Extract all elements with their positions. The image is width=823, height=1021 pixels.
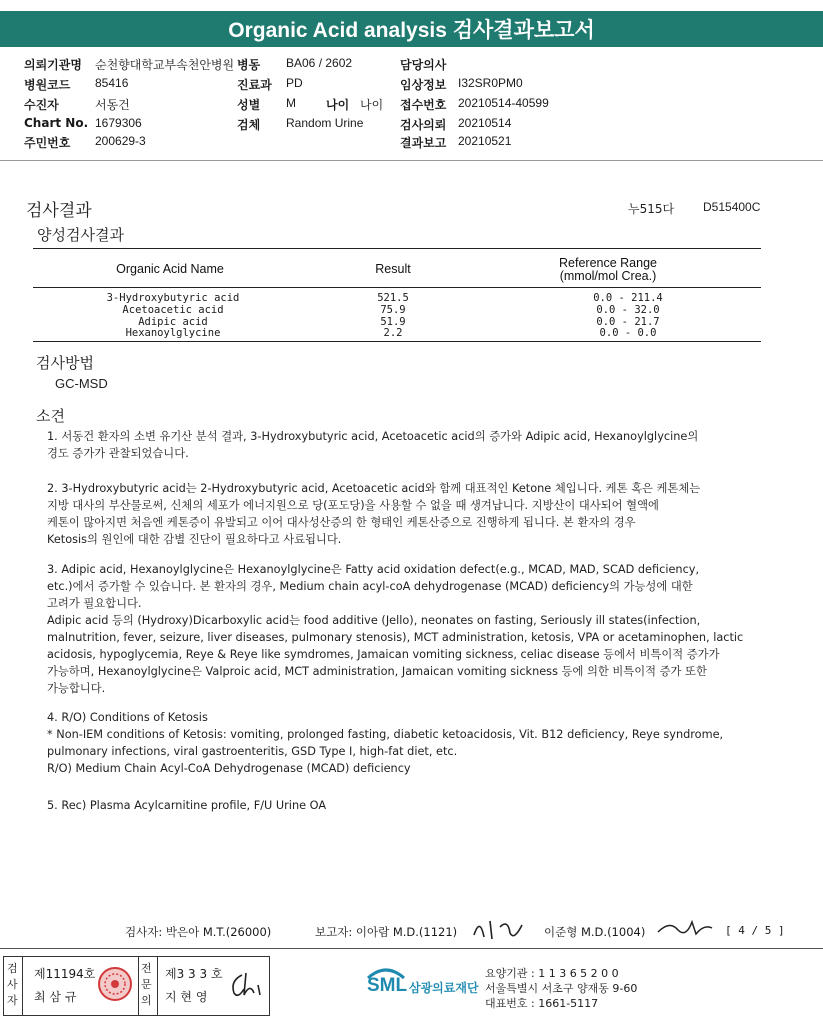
col-header-range: Reference Range [559, 256, 657, 270]
table-bottom-rule [33, 341, 761, 342]
sex-label: 성별 [237, 98, 261, 112]
row-name: Acetoacetic acid [122, 304, 224, 316]
hospital-code-value: 85416 [95, 76, 129, 90]
reporter-name: 보고자: 이아람 M.D.(1121) [315, 925, 458, 939]
row-result: 521.5 [377, 292, 409, 304]
footer-divider [0, 948, 823, 949]
col-header-name: Organic Acid Name [116, 262, 224, 276]
row-name: 3-Hydroxybutyric acid [106, 292, 240, 304]
col-header-result: Result [375, 262, 411, 276]
row-result: 75.9 [380, 304, 406, 316]
chart-no-label: Chart No. [24, 116, 89, 130]
hospital-code-label: 병원코드 [24, 78, 71, 92]
row-name: Adipic acid [138, 316, 208, 328]
clinical-info-label: 임상정보 [400, 78, 447, 92]
sex-value: M [286, 96, 296, 110]
hospital-label: 의뢰기관명 [24, 58, 82, 72]
report-title: Organic Acid analysis 검사결과보고서 [0, 11, 823, 47]
doctor-label: 담당의사 [400, 58, 447, 72]
clinical-info-value: I32SR0PM0 [458, 76, 523, 90]
stamp2-label: 전문의 [141, 962, 152, 1007]
row-result: 51.9 [380, 316, 406, 328]
request-date-label: 검사의뢰 [400, 118, 447, 132]
age-value: 나이 [360, 98, 384, 112]
reporter-signature [470, 915, 530, 943]
finding-4: 4. R/O) Conditions of Ketosis * Non-IEM conditions of Ketosis: vomiting, prolonged fasting, diabetic ketoacidosis, Vit. B12 deficiency, Reye syndrome, pulmonary infections, viral gastroenteritis, GSD Type I, high-fat diet, etc. R/O) Medium Chain Acyl-CoA Dehydrogenase (MCAD) deficiency [47, 711, 724, 775]
method-value: GC-MSD [55, 376, 108, 391]
table-row [33, 327, 761, 339]
positive-results-heading: 양성검사결과 [37, 226, 124, 244]
department-value: PD [286, 76, 303, 90]
doctor2-name: 이준형 M.D.(1004) [544, 925, 646, 939]
patient-name-label: 수진자 [24, 98, 59, 112]
receipt-no-label: 접수번호 [400, 98, 447, 112]
method-heading: 검사방법 [36, 354, 94, 372]
row-range: 0.0 - 211.4 [593, 292, 663, 304]
specimen-value: Random Urine [286, 116, 364, 130]
company-name: 삼광의료재단 [409, 981, 479, 995]
finding-2: 2. 3-Hydroxybutyric acid는 2-Hydroxybutyric acid, Acetoacetic acid와 함께 대표적인 Ketone 체입니다. 케톤 혹은 케톤체는 지방 대사의 부산물로써, 신체의 세포가 에너지원으로 당(포도당)을 사용할 수 없을 때 생겨납니다. 지방산이 대사되어 혈액에 케톤이 많아지면 처음엔 케톤증이 유발되고 이어 대사성산증의 한 형태인 케톤산증으로 진행하게 됩니다. 본 환자의 경우 Ketosis의 원인에 대한 감별 진단이 필요하다고 사료됩니다. [47, 482, 701, 546]
patient-info [0, 0, 823, 160]
specimen-label: 검체 [237, 118, 261, 132]
specialist-signature [226, 969, 264, 1001]
stamp2-name: 지 현 영 [165, 990, 208, 1004]
receipt-no-value: 20210514-40599 [458, 96, 549, 110]
patient-name-value: 서동건 [95, 98, 130, 112]
row-name: Hexanoylglycine [125, 327, 221, 339]
stamp1-number: 제11194호 [34, 967, 96, 981]
page-indicator: [ 4 / 5 ] [725, 924, 785, 937]
stamp-box [3, 956, 270, 1016]
resident-no-value: 200629-3 [95, 134, 146, 148]
resident-no-label: 주민번호 [24, 136, 71, 150]
doctor2-signature [656, 914, 714, 940]
row-range: 0.0 - 32.0 [596, 304, 660, 316]
stamp2-number: 제3 3 3 호 [165, 967, 223, 981]
seal-icon [96, 965, 134, 1003]
ward-label: 병동 [237, 58, 261, 72]
results-code-2: D515400C [703, 200, 761, 214]
finding-1: 1. 서동건 환자의 소변 유기산 분석 결과, 3-Hydroxybutyric acid, Acetoacetic acid의 증가와 Adipic acid, Hexanoylglycine의 경도 증가가 관찰되었습니다. [47, 430, 699, 460]
results-heading: 검사결과 [26, 201, 92, 221]
stamp1-label: 검사자 [7, 962, 18, 1007]
finding-5: 5. Rec) Plasma Acylcarnitine profile, F/U Urine OA [47, 799, 327, 812]
table-header-rule [33, 287, 761, 288]
col-header-range-unit: (mmol/mol Crea.) [559, 269, 657, 283]
report-date-label: 결과보고 [400, 136, 447, 150]
age-label: 나이 [326, 98, 350, 112]
stamp1-name: 최 삼 규 [34, 990, 77, 1004]
row-range: 0.0 - 21.7 [596, 316, 660, 328]
table-row [33, 304, 761, 316]
tester-name: 검사자: 박은아 M.T.(26000) [125, 925, 272, 939]
table-row [33, 292, 761, 304]
hospital-value: 순천향대학교부속천안병원 [95, 58, 235, 72]
footer-info-3: 대표번호 : 1661-5117 [485, 997, 599, 1010]
footer-info-2: 서울특별시 서초구 양재동 9-60 [485, 982, 638, 995]
finding-3: 3. Adipic acid, Hexanoylglycine은 Hexanoylglycine은 Fatty acid oxidation defect(e.g., MCAD, MAD, SCAD deficiency, etc.)에서 증가할 수 있습니다. 본 환자의 경우, Medium chain acyl-coA dehydrogenase (MCAD) deficiency의 가능성에 대한 고려가 필요합니다. Adipic acid 등의 (Hydroxy)Dicarboxylic acid는 food additive (Jello), neonates on fasting, Seriously ill states(infection, malnutrition, fever, seizure, liver diseases, pulmonary stenosis), MCT administration, ketosis, VPA or acetaminophen, lactic acidosis, hypoglycemia, Reye & Reye like symdromes, Jamaican vomiting sickness, celiac disease 등에서 비특이적 증가가 가능하며, Hexanoylglycine은 Valproic acid, MCT administration, Jamaican vomiting sickness 등에 의한 비특이적 증가 또한 가능합니다. [47, 563, 744, 695]
logo-text: SML [367, 975, 408, 996]
department-label: 진료과 [237, 78, 272, 92]
report-date-value: 20210521 [458, 134, 512, 148]
table-top-rule [33, 248, 761, 249]
findings-heading: 소견 [36, 407, 65, 425]
chart-no-value: 1679306 [95, 116, 142, 130]
footer-info-1: 요양기관 : 1 1 3 6 5 2 0 0 [485, 967, 619, 980]
request-date-value: 20210514 [458, 116, 512, 130]
divider [0, 160, 823, 161]
row-range: 0.0 - 0.0 [599, 327, 657, 339]
ward-value: BA06 / 2602 [286, 56, 353, 70]
row-result: 2.2 [383, 327, 403, 339]
results-code-1: 누515다 [628, 202, 675, 216]
